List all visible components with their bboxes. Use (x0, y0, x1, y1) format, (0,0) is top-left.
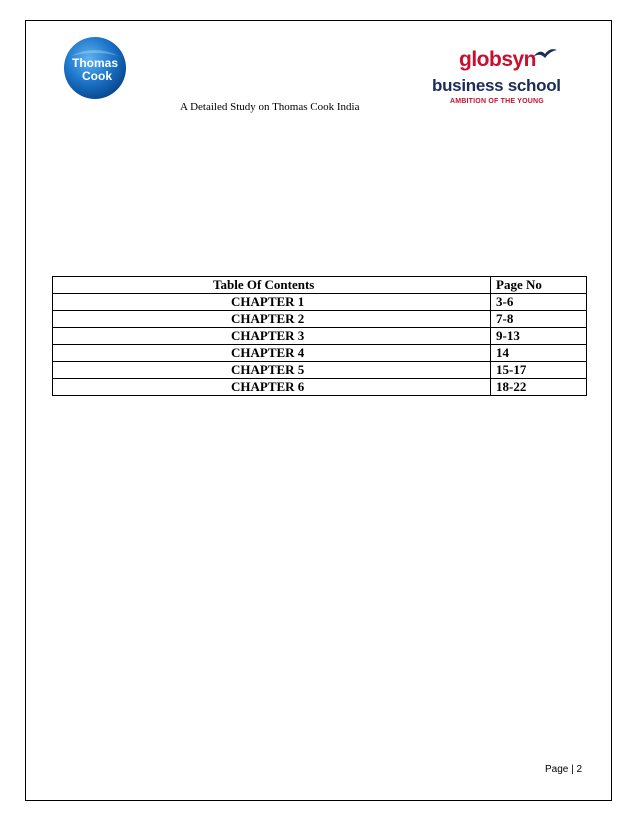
toc-header-page: Page No (491, 277, 587, 294)
page-range-cell: 14 (491, 345, 587, 362)
table-row (53, 294, 587, 311)
table-of-contents (52, 276, 587, 396)
table-row (53, 379, 587, 396)
globsyn-wordmark: globsyn (459, 48, 537, 71)
page-range-cell: 3-6 (491, 294, 587, 311)
page-label: Page (545, 764, 569, 775)
table-row (53, 311, 587, 328)
chapter-cell: CHAPTER 1 (53, 294, 491, 311)
document-title: A Detailed Study on Thomas Cook India (180, 101, 360, 113)
table-row (53, 345, 587, 362)
chapter-cell: CHAPTER 5 (53, 362, 491, 379)
chapter-cell: CHAPTER 2 (53, 311, 491, 328)
table-row (53, 362, 587, 379)
chapter-cell: CHAPTER 3 (53, 328, 491, 345)
page-separator: | (571, 764, 574, 775)
logo-tagline: AMBITION OF THE YOUNG (450, 98, 544, 105)
logo-text-line1: Thomas (71, 56, 119, 70)
page-range-cell: 9-13 (491, 328, 587, 345)
bird-icon (532, 46, 558, 62)
page-range-cell: 18-22 (491, 379, 587, 396)
toc-header-title: Table Of Contents (53, 277, 491, 294)
logo-text-line2: Cook (82, 69, 112, 83)
table-row (53, 328, 587, 345)
page-range-cell: 15-17 (491, 362, 587, 379)
chapter-cell: CHAPTER 4 (53, 345, 491, 362)
chapter-cell: CHAPTER 6 (53, 379, 491, 396)
page-range-cell: 7-8 (491, 311, 587, 328)
page-border (25, 20, 612, 801)
globsyn-logo (432, 46, 582, 108)
page-number-value: 2 (576, 764, 583, 775)
table-header-row (53, 277, 587, 294)
business-school-wordmark: business school (432, 76, 561, 95)
thomas-cook-logo (63, 36, 127, 100)
page-number (545, 764, 582, 775)
